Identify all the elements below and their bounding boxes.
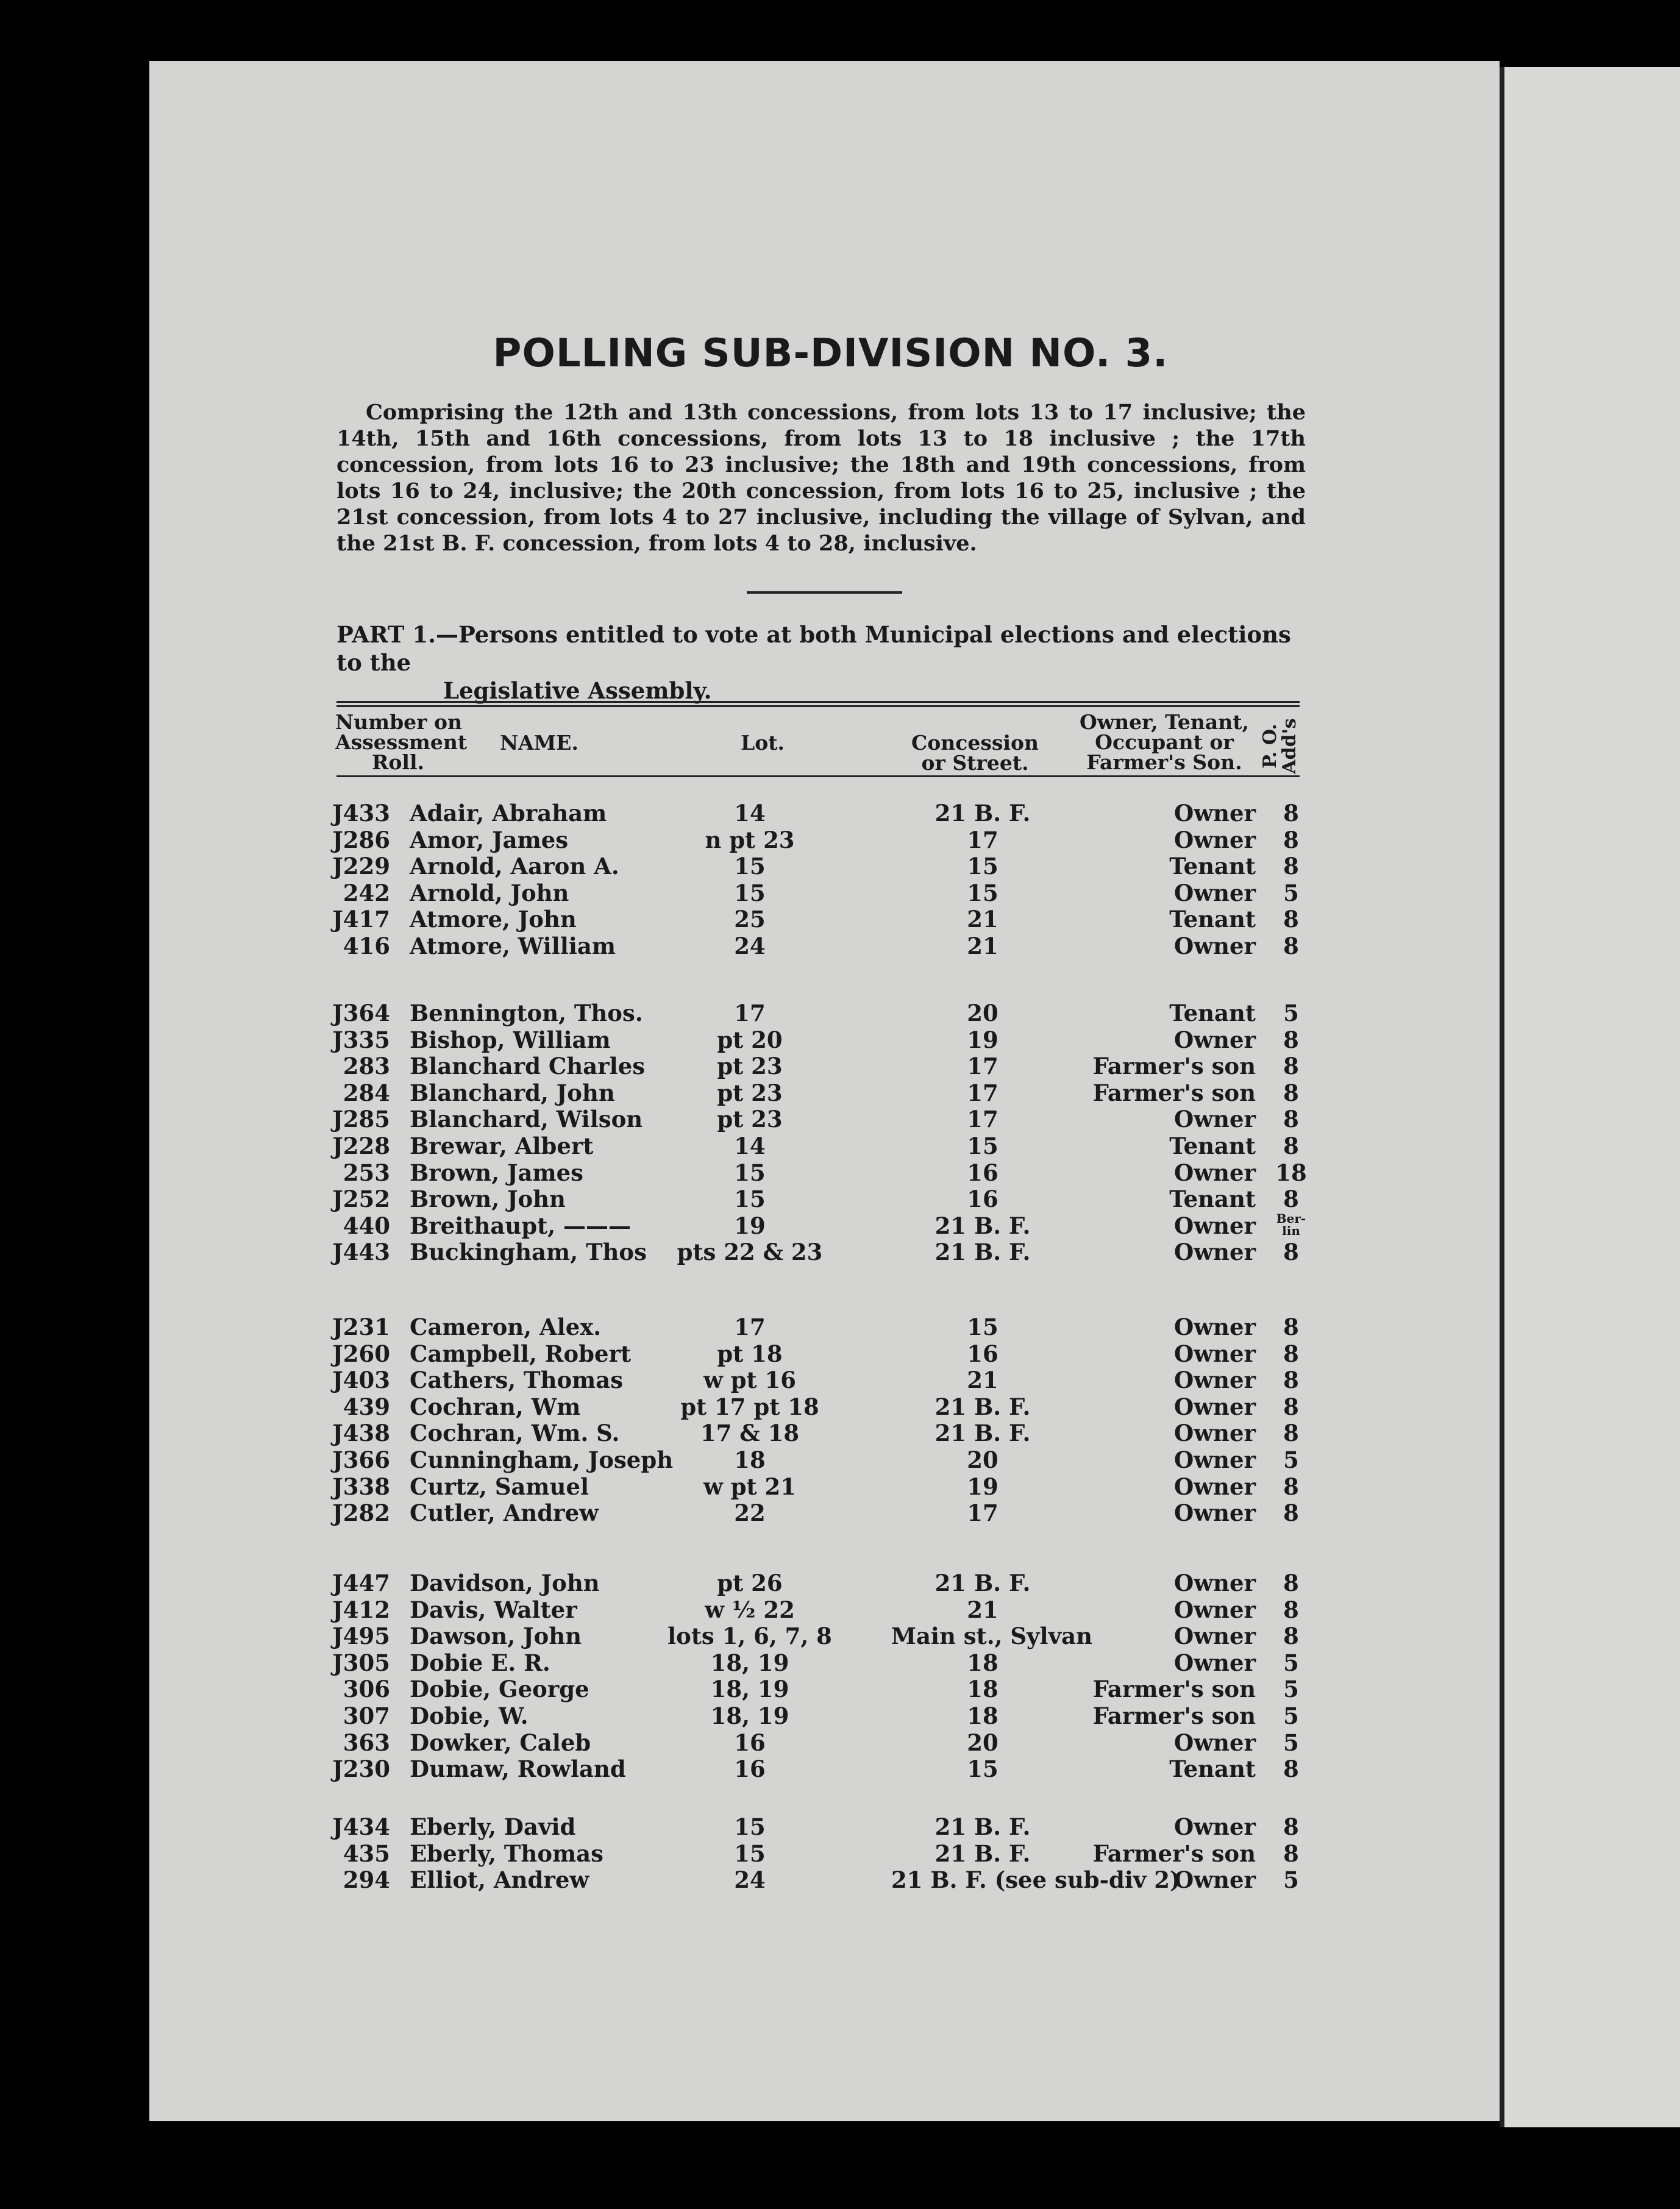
voter-status: Tenant	[1169, 1755, 1256, 1783]
voter-status: Owner	[1173, 826, 1256, 853]
header-number-line2: Assessment	[335, 730, 468, 754]
header-concession-line1: Concession	[911, 731, 1039, 755]
voter-concession: 20	[967, 1000, 998, 1026]
separator-rule	[747, 591, 902, 594]
voter-concession: 21 B. F.	[934, 1840, 1031, 1867]
voter-lot: 15	[734, 853, 766, 880]
voter-lot: pt 23	[717, 1106, 783, 1133]
voter-roll-number: 306	[343, 1676, 390, 1703]
header-owner-line1: Owner, Tenant,	[1080, 710, 1249, 734]
header-number-line1: Number on	[335, 710, 463, 734]
voter-concession: 21 B. F.	[934, 1813, 1031, 1840]
voter-roll-number: J260	[332, 1340, 390, 1367]
table-row	[0, 1106, 1680, 1133]
voter-roll-number: J231	[332, 1314, 390, 1340]
voter-po-address: 5	[1283, 1702, 1299, 1729]
voter-lot: 18, 19	[710, 1649, 789, 1676]
voter-concession: 16	[967, 1159, 998, 1186]
voter-concession: 21 B. F.	[934, 800, 1031, 827]
voter-roll-number: J230	[332, 1755, 390, 1783]
voter-po-address: 8	[1283, 1314, 1299, 1340]
header-number	[335, 712, 467, 772]
voter-lot: pt 18	[717, 1340, 783, 1367]
voter-roll-number: J403	[332, 1367, 390, 1394]
voter-lot: 17 & 18	[700, 1420, 800, 1447]
voter-po-address: 8	[1283, 906, 1299, 933]
voter-status: Owner	[1173, 1570, 1256, 1596]
voter-lot: 15	[734, 1186, 766, 1213]
voter-roll-number: J366	[332, 1446, 390, 1473]
voter-po-address: 8	[1283, 1420, 1299, 1447]
voter-po-address: 5	[1283, 879, 1299, 906]
voter-concession: 18	[967, 1649, 998, 1676]
voter-name: Dawson, John	[410, 1623, 582, 1650]
voter-status: Owner	[1173, 1499, 1256, 1527]
voter-lot: pt 20	[717, 1026, 783, 1053]
voter-name: Dobie, W.	[410, 1702, 529, 1729]
table-row	[0, 1367, 1680, 1393]
voter-po-address: 8	[1283, 1186, 1299, 1213]
voter-name: Brown, John	[410, 1186, 566, 1213]
voter-status: Tenant	[1169, 1186, 1256, 1213]
voter-status: Owner	[1173, 879, 1256, 906]
voter-lot: 16	[734, 1755, 766, 1783]
voter-concession: 18	[967, 1676, 998, 1703]
voter-po-address: 8	[1283, 1393, 1299, 1420]
voter-po-address: 8	[1283, 1239, 1299, 1266]
table-row	[0, 906, 1680, 933]
part-heading	[336, 621, 1306, 705]
voter-status: Tenant	[1169, 906, 1256, 933]
voter-status: Farmer's son	[1092, 1079, 1256, 1106]
voter-status: Farmer's son	[1092, 1840, 1256, 1867]
voter-roll-number: 253	[343, 1159, 390, 1186]
voter-name: Arnold, Aaron A.	[410, 853, 619, 880]
voter-roll-number: J305	[332, 1649, 390, 1676]
voter-lot: w pt 21	[703, 1473, 797, 1500]
voter-roll-number: J335	[332, 1026, 390, 1053]
voter-roll-number: J252	[332, 1186, 390, 1213]
table-top-rule	[336, 701, 1300, 703]
voter-status: Owner	[1173, 1623, 1256, 1650]
voter-concession: 21 B. F.	[934, 1239, 1031, 1266]
voter-concession: 21	[967, 1596, 998, 1623]
voter-po-address: 8	[1283, 1079, 1299, 1106]
voter-name: Cunningham, Joseph	[410, 1446, 674, 1473]
voter-po-address: 5	[1283, 1729, 1299, 1756]
voter-roll-number: J229	[332, 853, 390, 880]
page-title: POLLING SUB-DIVISION NO. 3.	[493, 331, 1169, 376]
voter-roll-number: 440	[343, 1212, 390, 1239]
voter-po-address: 8	[1283, 853, 1299, 880]
voter-concession: 20	[967, 1729, 998, 1756]
header-po	[1259, 714, 1304, 774]
voter-lot: pt 23	[717, 1079, 783, 1106]
voter-roll-number: J412	[332, 1596, 390, 1623]
table-row	[0, 1000, 1680, 1026]
voter-roll-number: 283	[343, 1053, 390, 1080]
voter-concession: 15	[967, 1133, 998, 1159]
voter-concession: 16	[967, 1186, 998, 1213]
voter-status: Owner	[1173, 1340, 1256, 1367]
voter-po-address: 8	[1283, 1840, 1299, 1867]
voter-name: Arnold, John	[410, 879, 569, 906]
voter-po-address: 18	[1275, 1159, 1307, 1186]
voter-status: Owner	[1173, 1106, 1256, 1133]
voter-status: Owner	[1173, 1596, 1256, 1623]
voter-status: Owner	[1173, 1367, 1256, 1394]
voter-name: Buckingham, Thos	[410, 1239, 647, 1266]
voter-lot: pt 17 pt 18	[680, 1393, 819, 1420]
header-number-line3: Roll.	[372, 750, 424, 774]
voter-name: Eberly, Thomas	[410, 1840, 603, 1867]
voter-concession: 15	[967, 1755, 998, 1783]
voter-concession: 21	[967, 906, 998, 933]
voter-status: Owner	[1173, 1314, 1256, 1340]
voter-lot: 15	[734, 1813, 766, 1840]
voter-status: Owner	[1173, 1813, 1256, 1840]
voter-concession: 17	[967, 1106, 998, 1133]
voter-status: Owner	[1173, 1729, 1256, 1756]
voter-status: Owner	[1173, 1473, 1256, 1500]
voter-concession: 15	[967, 879, 998, 906]
table-row	[0, 1866, 1680, 1893]
voter-lot: 16	[734, 1729, 766, 1756]
table-row	[0, 1026, 1680, 1053]
voter-name: Blanchard, John	[410, 1079, 615, 1106]
voter-po-address: 5	[1283, 1000, 1299, 1026]
voter-lot: 14	[734, 800, 766, 827]
table-row	[0, 853, 1680, 880]
table-row	[0, 1702, 1680, 1729]
table-row	[0, 827, 1680, 853]
table-row	[0, 1340, 1680, 1367]
voter-lot: 17	[734, 1314, 766, 1340]
voter-roll-number: J286	[332, 826, 390, 853]
voter-name: Brown, James	[410, 1159, 583, 1186]
voter-lot: 15	[734, 1159, 766, 1186]
part-heading-line1: PART 1.—Persons entitled to vote at both Municipal elections and elections to the	[336, 621, 1291, 676]
voter-concession: 21 B. F.	[934, 1212, 1031, 1239]
header-owner-line3: Farmer's Son.	[1086, 750, 1242, 774]
voter-roll-number: J434	[332, 1813, 390, 1840]
header-concession-line2: or Street.	[921, 751, 1029, 775]
table-row	[0, 1813, 1680, 1840]
voter-lot: n pt 23	[705, 826, 795, 853]
voter-name: Eberly, David	[410, 1813, 576, 1840]
voter-name: Elliot, Andrew	[410, 1866, 589, 1894]
header-lot: Lot.	[741, 731, 785, 755]
voter-name: Dobie, George	[410, 1676, 589, 1703]
voter-lot: 18, 19	[710, 1702, 789, 1729]
voter-po-address-text: Ber-lin	[1276, 1211, 1306, 1238]
voter-roll-number: 416	[343, 933, 390, 959]
table-row	[0, 880, 1680, 906]
voter-name: Adair, Abraham	[410, 800, 607, 827]
table-header-rule	[336, 775, 1300, 777]
voter-po-address: 8	[1283, 1623, 1299, 1650]
table-row	[0, 1755, 1680, 1782]
voter-name: Cochran, Wm	[410, 1393, 581, 1420]
voter-name: Atmore, John	[410, 906, 577, 933]
voter-name: Cameron, Alex.	[410, 1314, 602, 1340]
voter-roll-number: J338	[332, 1473, 390, 1500]
voter-lot: 24	[734, 1866, 766, 1894]
voter-roll-number: J228	[332, 1133, 390, 1159]
table-row	[0, 1596, 1680, 1623]
voter-status: Owner	[1173, 933, 1256, 959]
voter-po-address: 8	[1283, 1570, 1299, 1596]
voter-concession: 21 B. F.	[934, 1420, 1031, 1447]
table-row	[0, 1393, 1680, 1420]
voter-status: Owner	[1173, 1239, 1256, 1266]
voter-roll-number: 284	[343, 1079, 390, 1106]
table-row	[0, 1570, 1680, 1596]
voter-concession: 19	[967, 1473, 998, 1500]
header-owner-line2: Occupant or	[1095, 730, 1234, 754]
table-row	[0, 1446, 1680, 1473]
voter-name: Breithaupt, ———	[410, 1212, 631, 1239]
voter-lot: 17	[734, 1000, 766, 1026]
voter-name: Cathers, Thomas	[410, 1367, 624, 1394]
voter-po-address: 8	[1283, 1053, 1299, 1080]
voter-name: Dumaw, Rowland	[410, 1755, 626, 1783]
table-row	[0, 1159, 1680, 1186]
voter-status: Owner	[1173, 1446, 1256, 1473]
voter-roll-number: 294	[343, 1866, 390, 1894]
voter-roll-number: J417	[332, 906, 390, 933]
voter-status: Tenant	[1169, 1000, 1256, 1026]
table-top-rule-2	[336, 705, 1300, 707]
voter-status: Owner	[1173, 1026, 1256, 1053]
table-row	[0, 1080, 1680, 1106]
header-concession	[911, 733, 1039, 773]
voter-roll-number: J364	[332, 1000, 390, 1026]
voter-status: Owner	[1173, 1866, 1256, 1894]
voter-status: Owner	[1173, 800, 1256, 827]
table-row	[0, 1133, 1680, 1159]
voter-status: Owner	[1173, 1159, 1256, 1186]
voter-name: Curtz, Samuel	[410, 1473, 589, 1500]
voter-lot: 18	[734, 1446, 766, 1473]
voter-po-address	[1273, 1212, 1309, 1240]
voter-concession: 20	[967, 1446, 998, 1473]
table-row	[0, 1499, 1680, 1526]
voter-lot: 18, 19	[710, 1676, 789, 1703]
table-row	[0, 800, 1680, 827]
table-row	[0, 1473, 1680, 1500]
voter-concession: 16	[967, 1340, 998, 1367]
voter-po-address: 8	[1283, 826, 1299, 853]
voter-lot: 15	[734, 1840, 766, 1867]
voter-concession: 18	[967, 1702, 998, 1729]
voter-concession: 15	[967, 853, 998, 880]
voter-name: Blanchard Charles	[410, 1053, 646, 1080]
voter-roll-number: 435	[343, 1840, 390, 1867]
voter-roll-number: J285	[332, 1106, 390, 1133]
table-row	[0, 1186, 1680, 1212]
voter-po-address: 5	[1283, 1649, 1299, 1676]
voter-name: Campbell, Robert	[410, 1340, 632, 1367]
voter-status: Tenant	[1169, 1133, 1256, 1159]
voter-po-address: 8	[1283, 1106, 1299, 1133]
voter-concession: Main st., Sylvan	[891, 1623, 1092, 1650]
voter-lot: 15	[734, 879, 766, 906]
voter-lot: pt 23	[717, 1053, 783, 1080]
table-row	[0, 1623, 1680, 1649]
voter-roll-number: 363	[343, 1729, 390, 1756]
voter-po-address: 8	[1283, 1473, 1299, 1500]
voter-roll-number: J438	[332, 1420, 390, 1447]
voter-po-address: 8	[1283, 800, 1299, 827]
voter-concession: 17	[967, 826, 998, 853]
voter-name: Bishop, William	[410, 1026, 611, 1053]
voter-concession: 17	[967, 1053, 998, 1080]
part-heading-line2: Legislative Assembly.	[443, 677, 712, 704]
voter-po-address: 8	[1283, 1596, 1299, 1623]
voter-concession: 21 B. F.	[934, 1393, 1031, 1420]
voter-name: Davis, Walter	[410, 1596, 577, 1623]
voter-lot: lots 1, 6, 7, 8	[667, 1623, 832, 1650]
header-owner	[1073, 712, 1256, 772]
header-po-line1: P. O.	[1259, 724, 1281, 769]
voter-po-address: 8	[1283, 1813, 1299, 1840]
header-po-line2: Add's	[1279, 718, 1300, 774]
voter-name: Brewar, Albert	[410, 1133, 594, 1159]
voter-lot: w pt 16	[703, 1367, 797, 1394]
voter-lot: 25	[734, 906, 766, 933]
voter-status: Owner	[1173, 1393, 1256, 1420]
voter-po-address: 8	[1283, 1367, 1299, 1394]
voter-status: Farmer's son	[1092, 1676, 1256, 1703]
voter-lot: 24	[734, 933, 766, 959]
voter-name: Davidson, John	[410, 1570, 600, 1596]
voter-lot: w ½ 22	[705, 1596, 795, 1623]
voter-status: Owner	[1173, 1420, 1256, 1447]
voter-po-address: 8	[1283, 933, 1299, 959]
table-row	[0, 1212, 1680, 1239]
table-row	[0, 1420, 1680, 1446]
voter-concession: 17	[967, 1079, 998, 1106]
voter-concession: 15	[967, 1314, 998, 1340]
voter-roll-number: 307	[343, 1702, 390, 1729]
voter-po-address: 8	[1283, 1499, 1299, 1527]
voter-lot: 14	[734, 1133, 766, 1159]
voter-po-address: 5	[1283, 1676, 1299, 1703]
voter-roll-number: J433	[332, 800, 390, 827]
voter-name: Bennington, Thos.	[410, 1000, 643, 1026]
voter-lot: 19	[734, 1212, 766, 1239]
voter-lot: pt 26	[717, 1570, 783, 1596]
voter-status: Tenant	[1169, 853, 1256, 880]
voter-concession: 17	[967, 1499, 998, 1527]
table-row	[0, 1239, 1680, 1265]
voter-po-address: 5	[1283, 1446, 1299, 1473]
voter-status: Owner	[1173, 1649, 1256, 1676]
voter-po-address: 5	[1283, 1866, 1299, 1894]
voter-roll-number: 439	[343, 1393, 390, 1420]
table-row	[0, 1314, 1680, 1340]
table-row	[0, 1676, 1680, 1702]
voter-concession: 21 B. F. (see sub-div 2)	[891, 1866, 1181, 1894]
voter-concession: 19	[967, 1026, 998, 1053]
table-row	[0, 1840, 1680, 1867]
voter-name: Cutler, Andrew	[410, 1499, 599, 1527]
voter-lot: 22	[734, 1499, 766, 1527]
voter-name: Amor, James	[410, 826, 569, 853]
voter-po-address: 8	[1283, 1755, 1299, 1783]
voter-roll-number: J443	[332, 1239, 390, 1266]
voter-name: Cochran, Wm. S.	[410, 1420, 620, 1447]
subdivision-description: Comprising the 12th and 13th concessions, from lots 13 to 17 inclusive; the 14th, 15th and 16th concessions, from lots 13 to 18 inclusive ; the 17th concession, from lots 16 to 23 inclusive; the 18th and 19th concessions, from lots 16 to 24, inclusive; the 20th concession, from lots 16 to 25, inclusive ; the 21st concession, from lots 4 to 27 inclusive, including the village of Sylvan, and the 21st B. F. concession, from lots 4 to 28, inclusive.	[336, 400, 1306, 556]
voter-po-address: 8	[1283, 1026, 1299, 1053]
voter-roll-number: 242	[343, 879, 390, 906]
voter-roll-number: J282	[332, 1499, 390, 1527]
voter-status: Farmer's son	[1092, 1702, 1256, 1729]
voter-concession: 21 B. F.	[934, 1570, 1031, 1596]
header-name: NAME.	[500, 731, 578, 755]
voter-status: Farmer's son	[1092, 1053, 1256, 1080]
voter-lot: pts 22 & 23	[677, 1239, 823, 1266]
voter-po-address: 8	[1283, 1133, 1299, 1159]
voter-name: Atmore, William	[410, 933, 616, 959]
voter-po-address: 8	[1283, 1340, 1299, 1367]
voter-name: Blanchard, Wilson	[410, 1106, 643, 1133]
table-row	[0, 1729, 1680, 1756]
table-row	[0, 1649, 1680, 1676]
voter-concession: 21	[967, 933, 998, 959]
voter-roll-number: J495	[332, 1623, 390, 1650]
voter-concession: 21	[967, 1367, 998, 1394]
table-row	[0, 933, 1680, 959]
voter-name: Dobie E. R.	[410, 1649, 550, 1676]
voter-roll-number: J447	[332, 1570, 390, 1596]
table-row	[0, 1053, 1680, 1080]
voter-name: Dowker, Caleb	[410, 1729, 591, 1756]
voter-status: Owner	[1173, 1212, 1256, 1239]
